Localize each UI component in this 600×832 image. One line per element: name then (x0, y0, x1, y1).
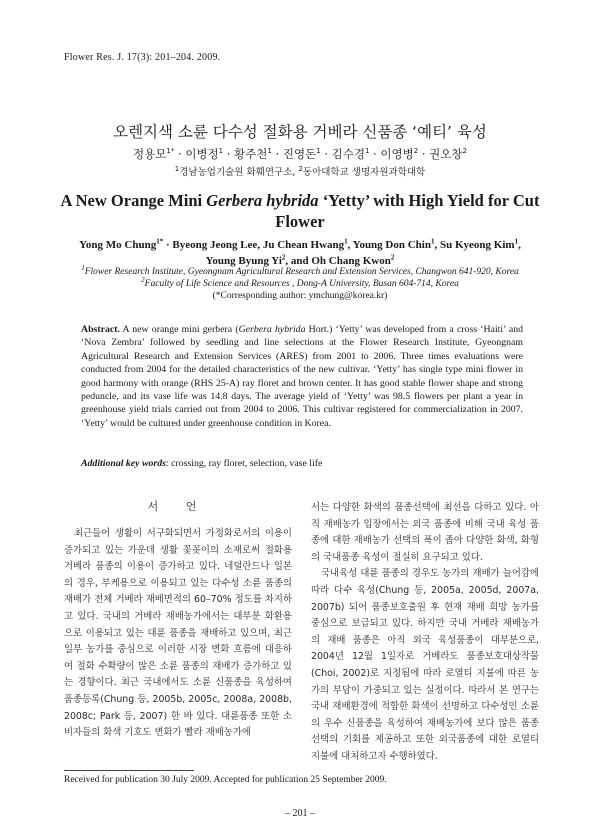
corresponding-author: (*Corresponding author: ymchung@korea.kr) (212, 291, 388, 301)
english-author: Young Byung Yi (205, 255, 282, 267)
author-sup: 1 (514, 237, 519, 246)
english-affiliation-2 (40, 275, 560, 290)
abstract-species: Gerbera hybrida (238, 324, 306, 335)
korean-affiliations (0, 164, 600, 178)
english-author: Yong Mo Chung (79, 239, 157, 251)
page-number: – 201 – (285, 808, 315, 819)
english-author: Byeong Jeong Lee (172, 239, 258, 251)
korean-author: 진영돈 (282, 147, 317, 161)
author-sup: 2 (413, 147, 419, 156)
author-sup: 1 (267, 147, 272, 156)
korean-affiliation-1: 경남농업기술원 화훼연구소, (179, 167, 296, 178)
abstract-label: Abstract. (81, 324, 120, 335)
english-affiliation-1 (40, 263, 560, 278)
journal-reference: Flower Res. J. 17(3): 201–204. 2009. (64, 52, 221, 63)
keywords-label: Additional key words (81, 458, 166, 469)
english-author: Young Don Chin (352, 239, 431, 251)
affil-sup: 1 (81, 263, 85, 272)
affil-sup: 2 (298, 164, 303, 173)
korean-author: 김수경 (331, 147, 365, 161)
abstract-text-2: Hort.) ‘Yetty’ was developed from a cross ‘Haiti’ and ‘Nova Zembra’ followed by seedling and line selections at the Flower Research Institute, Gyeongnam Agricultural Research and Extension Services (ARES) from 2001 to 2006. Three times evaluations were conducted from 2004 for the detailed characteristics of the new cultivar. ‘Yetty’ has single type mini flower in good harmony with orange (RHS 25-A) ray floret and brown center. It has good stable flower shape and strong peduncle, and its vase life was 14.8 days. The average yield of ‘Yetty’ was 98.5 flowers per plant a year in greenhouse yield trials carried out from 2004 to 2006. This cultivar registered for commercialization in 2007. ‘Yetty’ would be cultured under greenhouse condition in Korea. (81, 324, 523, 429)
body-column-left (64, 500, 292, 742)
body-paragraph: 서는 다양한 화색의 품종선택에 최선을 다하고 있다. 아직 재배농가 입장에서는 외국 품종에 비해 국내 육성 품종에 대한 재배농가 선택의 폭이 좁아 다양한 화색, 화형의 국내품종 육성이 절실히 요구되고 있다. (311, 502, 539, 563)
footnote-divider (64, 770, 194, 771)
english-title (40, 190, 560, 232)
author-sup: 1 (344, 237, 348, 246)
author-sup: 2 (462, 147, 467, 156)
affil-sup: 1 (174, 164, 180, 173)
korean-author: 권오창 (429, 147, 463, 161)
author-sup: 1* (166, 147, 175, 156)
body-paragraph: 국내육성 대륜 품종의 경우도 농가의 재배가 늘어감에 따라 다수 육성(Chung 등, 2005a, 2005d, 2007a, 2007b) 되어 품종보호출원 후 현재 재배 희망 농가를 중심으로 보급되고 있다. 하지만 국내 거베라 재배농가의 재배 품종은 아직 외국 육성품종이 대부분으로, 2004년 12월 1일자로 거베라도 품종보호대상작물(Choi, 2002)로 지정됨에 따라 로열티 지불에 따른 농가의 부담이 가중되고 있는 실정이다. 따라서 본 연구는 국내 재배환경에 적합한 화색이 선명하고 다수성인 소륜의 우수 신품종을 육성하여 재배농가에 보다 많은 품종선택의 기회를 제공하고 또한 외국품종에 대한 로열티 지불에 대처하고자 수행하였다. (311, 568, 539, 762)
abstract (81, 323, 523, 430)
author-sup: 1 (364, 147, 370, 156)
body-paragraph: 최근들어 생활이 서구화되면서 가정화로서의 이용이 증가되고 있는 가운데 생활 꽃꽂이의 소재로써 절화용 거베라 품종의 이용이 증가하고 있다. 네덜란드나 일본의 경우, 부케용으로 이용되고 있는 다수성 소륜 품종의 재배가 전체 거베라 재배면적의 60–70% 정도를 차지하고 있다. 국내의 거베라 재배농가에서는 대부분 화환용으로 이용되고 있는 대륜 품종을 재배하고 있으며, 최근 일부 농가를 중심으로 이러한 시장 변화 흐름에 대응하여 절화 수확량이 많은 소륜 품종의 재배가 증가하고 있는 경향이다. 최근 국내에서도 소륜 신품종을 육성하여 품종등록(Chung 등, 2005b, 2005c, 2008a, 2008b, 2008c; Park 등, 2007) 한 바 있다. 대륜품종 또한 소비자들의 화색 기호도 변화가 빨라 재배농가에 (64, 528, 292, 739)
author-sup: 2 (281, 253, 286, 262)
abstract-text-1: A new orange mini gerbera ( (119, 324, 239, 335)
korean-author: 이영병 (380, 147, 414, 161)
english-author: Su Kyeong Kim (439, 239, 515, 251)
english-author: and Oh Chang Kwon (290, 255, 391, 267)
korean-author: 이병정 (185, 147, 219, 161)
english-title-part2: ‘Yetty’ with High Yield for Cut Flower (275, 191, 540, 231)
author-sup: 1 (430, 237, 435, 246)
korean-author: 정용모 (133, 147, 167, 161)
english-affiliations (40, 263, 560, 290)
korean-title: 오렌지색 소륜 다수성 절화용 거베라 신품종 ‘예티’ 육성 (113, 123, 487, 141)
english-title-part1: A New Orange Mini (60, 191, 207, 210)
affil-text: Flower Research Institute, Gyeongnam Agricultural Research and Extension Services, Changwon 641-920, Korea (84, 267, 519, 277)
affil-text: Faculty of Life Science and Resources , Dong-A University, Busan 604-714, Korea (144, 279, 459, 289)
english-authors: Yong Mo Chung$^{1*}$ · Byeong Jeong Lee, Ju Chean Hwang$^1$, Young Don Chin$^1$, Su Kyeong Kim$^1$, Young Byung Yi$^2$, and Oh Chang Kwon$^2$ (79, 237, 521, 267)
author-sup: 1* (156, 237, 164, 246)
affil-sup: 2 (141, 275, 145, 284)
section-heading: 서 언 (147, 500, 209, 513)
korean-author: 황주천 (234, 147, 268, 161)
korean-authors: 정용모$^{1*}$ · 이병정$^1$ · 황주천$^1$ · 진영돈$^1$ · 김수경$^1$ · 이영병$^2$ · 권오창$^2$ (133, 147, 467, 161)
english-title-species: Gerbera hybrida (206, 191, 319, 210)
keywords-text: : crossing, ray floret, selection, vase life (165, 458, 323, 469)
received-note: Received for publication 30 July 2009. Accepted for publication 25 September 2009. (64, 775, 387, 785)
korean-affiliation-2: 동아대학교 생명자원과학대학 (302, 167, 426, 178)
author-sup: 1 (218, 147, 224, 156)
keywords (81, 458, 523, 469)
body-column-right (311, 500, 539, 766)
english-author: Ju Chean Hwang (262, 239, 345, 251)
author-sup: 2 (390, 253, 395, 262)
author-sup: 1 (316, 147, 321, 156)
